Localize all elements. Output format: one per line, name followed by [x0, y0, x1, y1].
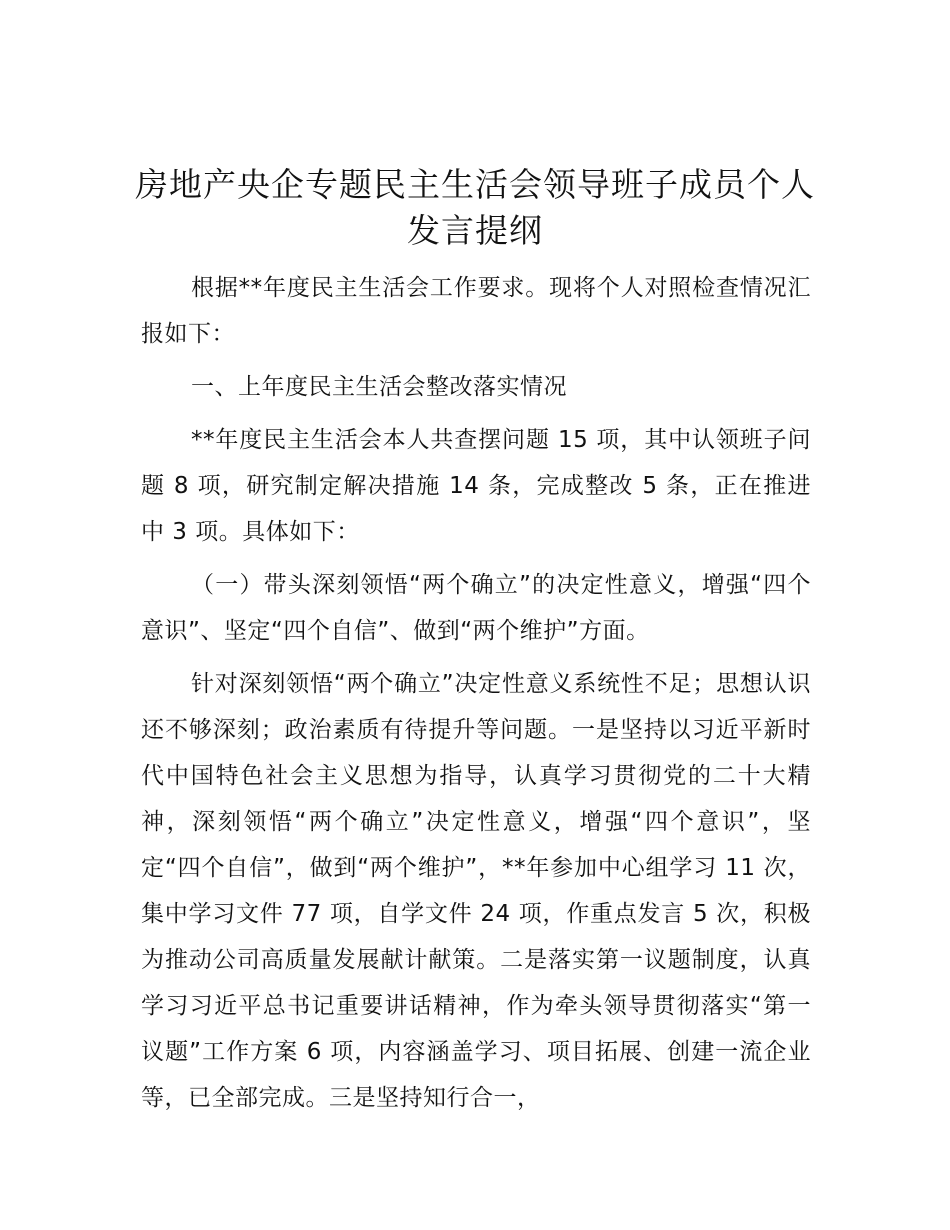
- summary-paragraph: **年度民主生活会本人共查摆问题 15 项，其中认领班子问题 8 项，研究制定解决措施 14 条，完成整改 5 条，正在推进中 3 项。具体如下：: [141, 427, 811, 545]
- document-body: [141, 265, 811, 1121]
- section-heading-1: 一、上年度民主生活会整改落实情况: [191, 374, 567, 400]
- title-line-1: 房地产央企专题民主生活会领导班子成员个人: [135, 165, 815, 204]
- detail-paragraph: 针对深刻领悟“两个确立”决定性意义系统性不足；思想认识还不够深刻；政治素质有待提升等问题。一是坚持以习近平新时代中国特色社会主义思想为指导，认真学习贯彻党的二十大精神，深刻领悟“两个确立”决定性意义，增强“四个意识”，坚定“四个自信”，做到“两个维护”，**年参加中心组学习 11 次，集中学习文件 77 项，自学文件 24 项，作重点发言 5 次，积极为推动公司高质量发展献计献策。二是落实第一议题制度，认真学习习近平总书记重要讲话精神，作为牵头领导贯彻落实“第一议题”工作方案 6 项，内容涵盖学习、项目拓展、创建一流企业等，已全部完成。三是坚持知行合一，: [141, 671, 811, 1111]
- intro-paragraph: 根据**年度民主生活会工作要求。现将个人对照检查情况汇报如下：: [141, 275, 811, 347]
- title-line-2: 发言提纲: [407, 211, 543, 250]
- document-title: [100, 162, 850, 254]
- subsection-heading-1: （一）带头深刻领悟“两个确立”的决定性意义，增强“四个意识”、坚定“四个自信”、做到“两个维护”方面。: [141, 572, 811, 644]
